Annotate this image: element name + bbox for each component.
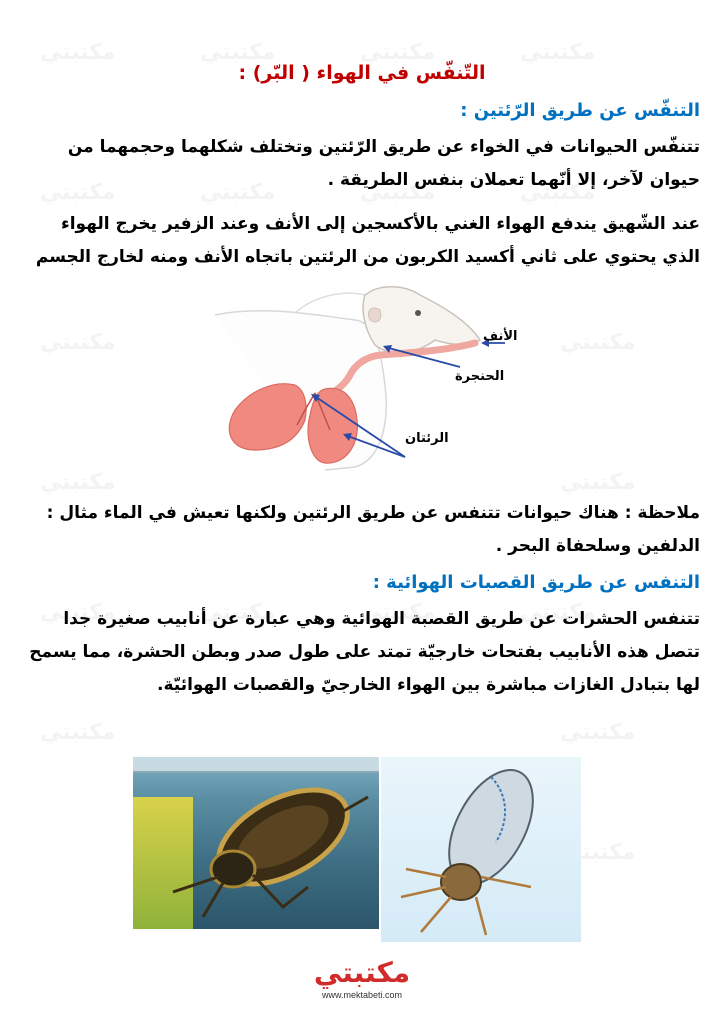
beetle-diagram <box>381 757 581 942</box>
beetle-photo <box>133 757 379 929</box>
paragraph-lungs-breathing: عند الشّهيق يندفع الهواء الغني بالأكسجين إلى الأنف وعند الزفير يخرج الهواء الذي يحتوي على ثاني أكسيد الكربون من الرئتين باتجاه الأنف ومنه لخارج الجسم <box>35 214 700 267</box>
beetle-diagram-illustration <box>381 757 581 942</box>
diagram-head <box>441 864 481 900</box>
paragraph-lungs-intro: تتنفّس الحيوانات في الخواء عن طريق الرّئتين وتختلف شكلهما وحجمهما من حيوان لآخر، إلا أنّهما تعملان بنفس الطريقة . <box>67 137 700 190</box>
beetle-photo-illustration <box>133 757 379 929</box>
sheep-lungs-figure <box>205 285 550 485</box>
beetle-head <box>211 851 255 887</box>
paragraph-trachea: تتنفس الحشرات عن طريق القصبة الهوائية وهي عبارة عن أنابيب صغيرة جدا تتصل هذه الأنابيب بفتحات خارجيّة تمتد على طول صدر وبطن الحشرة، مما يسمح لها بتبادل الغازات مباشرة بين الهواء الخارجيّ والقصبات الهوائيّة. <box>29 609 700 695</box>
section-heading-lungs: التنفّس عن طريق الرّئتين : <box>460 100 700 121</box>
label-nose: الأنف <box>483 329 518 344</box>
watermark <box>40 330 116 355</box>
note-paragraph: ملاحظة : هناك حيوانات تتنفس عن طريق الرئتين ولكنها تعيش في الماء مثال : الدلفين وسلحفاة البحر . <box>46 503 700 556</box>
footer-url[interactable]: www.mektabeti.com <box>321 990 403 1000</box>
sheep-ear <box>368 308 380 322</box>
watermark <box>560 470 636 495</box>
watermark <box>40 720 116 745</box>
page-title: التّنفّس في الهواء ( البّر) : <box>238 62 486 84</box>
footer <box>0 958 724 1000</box>
sheep-neck-wool <box>295 293 365 313</box>
sheep-illustration <box>205 285 550 485</box>
watermark <box>560 720 636 745</box>
sheep-eye <box>415 310 421 316</box>
watermark <box>560 330 636 355</box>
label-lungs: الرئتان <box>405 431 449 446</box>
label-larynx: الحنجرة <box>455 369 505 384</box>
section-heading-trachea: التنفس عن طريق القصبات الهوائية : <box>372 572 700 593</box>
left-lung <box>229 384 306 450</box>
footer-logo: مكتبتي <box>313 956 411 989</box>
watermark <box>40 470 116 495</box>
